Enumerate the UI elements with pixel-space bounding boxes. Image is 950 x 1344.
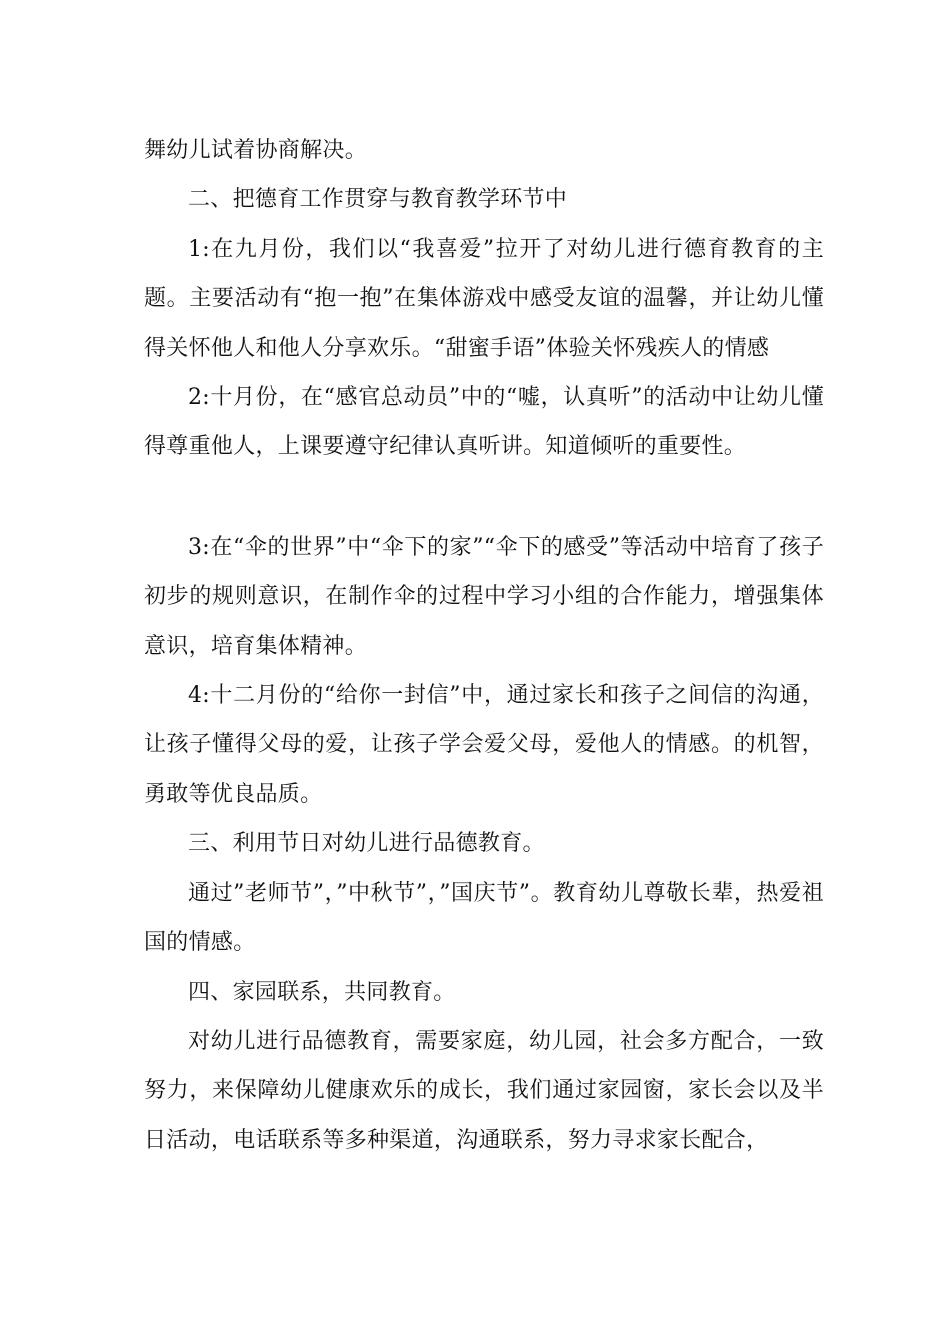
- section-heading-4: 四、家园联系，共同教育。: [188, 979, 456, 1005]
- paragraph-home-school: 对幼儿进行品德教育，需要家庭，幼儿园，社会多方配合，一致努力，来保障幼儿健康欢乐的成长，我们通过家园窗，家长会以及半日活动，电话联系等多种渠道，沟通联系，努力寻求家长配合，: [144, 1028, 824, 1153]
- section-heading-2: 二、把德育工作贯穿与教育教学环节中: [188, 187, 568, 213]
- document-body: [144, 126, 824, 1165]
- paragraph-festivals: 通过”老师节”，”中秋节”，”国庆节”。教育幼儿尊敬长辈，热爱祖国的情感。: [144, 880, 824, 956]
- paragraph-item-3: 3:在“伞的世界”中“伞下的家”“伞下的感受”等活动中培育了孩子初步的规则意识，在制作伞的过程中学习小组的合作能力，增强集体意识，培育集体精神。: [144, 534, 824, 659]
- blank-gap: [144, 472, 824, 523]
- paragraph-item-2: 2:十月份，在“感官总动员”中的“嘘，认真听”的活动中让幼儿懂得尊重他人，上课要遵守纪律认真听讲。知道倾听的重要性。: [144, 385, 824, 460]
- paragraph-continuation: 舞幼儿试着协商解决。: [144, 138, 368, 163]
- section-heading-3: 三、利用节日对幼儿进行品德教育。: [188, 831, 545, 857]
- paragraph-item-4: 4:十二月份的“给你一封信”中，通过家长和孩子之间信的沟通，让孩子懂得父母的爱，让孩子学会爱父母，爱他人的情感。的机智，勇敢等优良品质。: [144, 683, 824, 807]
- paragraph-item-1: 1:在九月份，我们以“我喜爱”拉开了对幼儿进行德育教育的主题。主要活动有“抱一抱”在集体游戏中感受友谊的温馨，并让幼儿懂得关怀他人和他人分享欢乐。“甜蜜手语”体验关怀残疾人的情感: [144, 236, 824, 361]
